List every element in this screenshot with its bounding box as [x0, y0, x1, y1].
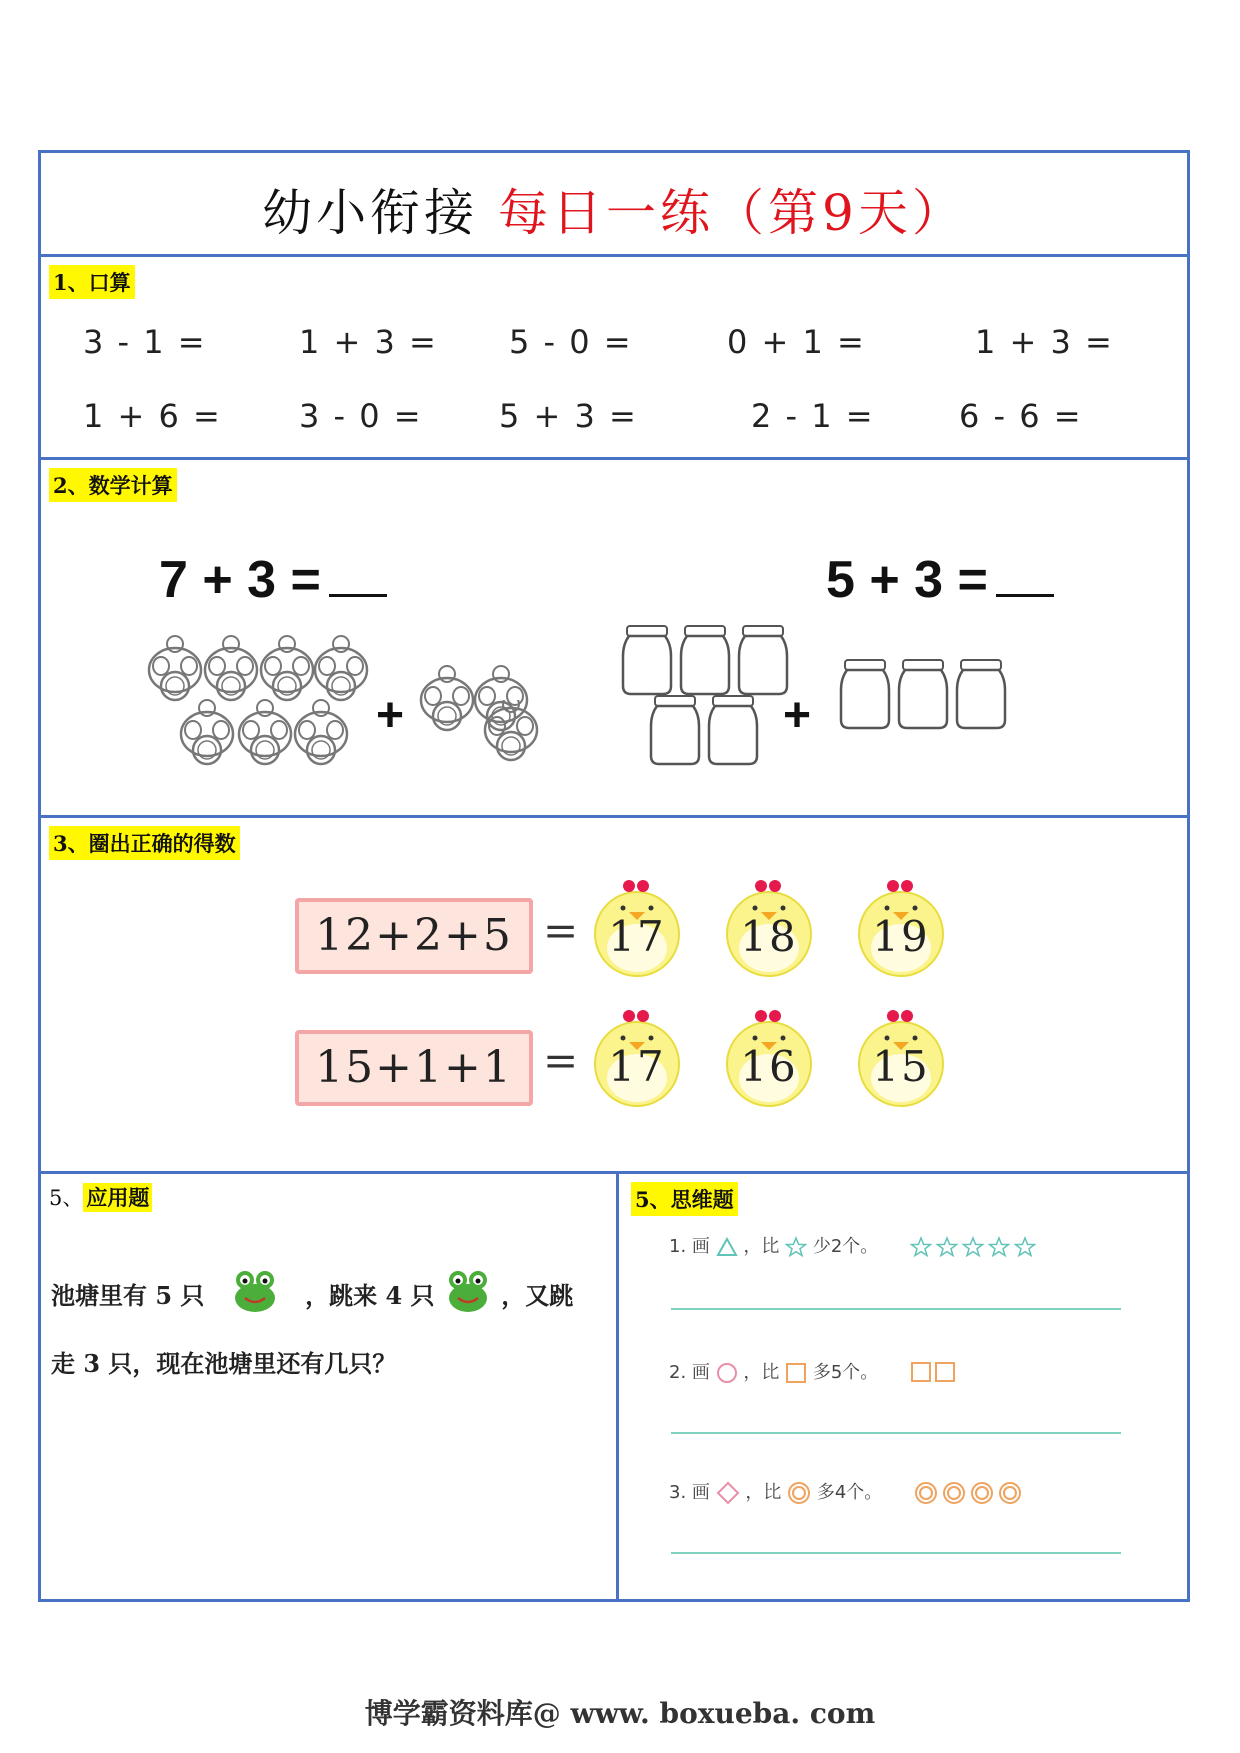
answer-blank[interactable]	[329, 553, 387, 597]
frog-icon	[227, 1266, 283, 1314]
section3-label: 3、圈出正确的得数	[49, 826, 240, 860]
q2-mid: ，比	[743, 1362, 780, 1383]
q2-prefix: 2. 画	[669, 1362, 710, 1383]
section5-label: 5、思维题	[631, 1182, 738, 1216]
option-number: 18	[740, 912, 798, 961]
equals-sign: =	[543, 1036, 579, 1085]
title-band	[41, 153, 1187, 257]
oral-problem: 5 + 3 =	[499, 397, 638, 435]
section-math-calc	[41, 460, 1187, 818]
answer-line[interactable]	[671, 1308, 1121, 1310]
double-circle-row-icon	[914, 1480, 1024, 1506]
oral-problem: 0 + 1 =	[727, 323, 866, 361]
equation-left	[159, 550, 387, 610]
option-number: 17	[608, 912, 666, 961]
option-number: 19	[872, 912, 930, 961]
pacifier-icon	[205, 636, 257, 700]
chick-option[interactable]	[589, 1008, 685, 1108]
equals-sign: =	[543, 906, 579, 955]
oral-problem: 3 - 0 =	[299, 397, 423, 435]
jar-icon	[841, 660, 889, 728]
oral-problem: 1 + 3 =	[299, 323, 438, 361]
answer-line[interactable]	[671, 1552, 1121, 1554]
frog-icon	[443, 1266, 493, 1314]
star-row-icon	[910, 1235, 1040, 1259]
answer-line[interactable]	[671, 1432, 1121, 1434]
section2-label: 2、数学计算	[49, 468, 177, 502]
oral-problem: 5 - 0 =	[509, 323, 633, 361]
star-icon	[785, 1236, 807, 1258]
word-problem-line1	[51, 1266, 611, 1314]
pacifier-icon	[315, 636, 367, 700]
oral-problem: 6 - 6 =	[959, 397, 1083, 435]
section4-label	[49, 1182, 152, 1212]
circle-icon	[716, 1362, 738, 1384]
expression-box: 15+1+1	[295, 1030, 533, 1106]
section4-label-text: 应用题	[83, 1183, 152, 1212]
diamond-icon	[716, 1481, 740, 1505]
oral-problem: 2 - 1 =	[751, 397, 875, 435]
q1-mid: ，比	[743, 1236, 780, 1257]
jar-icon	[651, 696, 699, 764]
pacifier-icon	[261, 636, 313, 700]
pacifier-extra	[471, 700, 541, 770]
square-row-icon	[910, 1361, 960, 1385]
section-oral-calc	[41, 257, 1187, 460]
chick-option[interactable]	[721, 878, 817, 978]
pacifier-icon	[149, 636, 201, 700]
word-problem-line2: 走 3 只，现在池塘里还有几只？	[51, 1349, 397, 1378]
plus-sign: +	[783, 689, 812, 742]
q3-mid: ，比	[745, 1482, 782, 1503]
title-black: 幼小衔接	[262, 184, 499, 242]
thinking-q1	[669, 1232, 1040, 1259]
column-divider	[616, 1174, 619, 1599]
option-number: 16	[740, 1042, 798, 1091]
worksheet	[38, 150, 1190, 1602]
problem-part: ，又跳	[501, 1281, 574, 1310]
section1-label: 1、口算	[49, 265, 135, 299]
answer-blank[interactable]	[996, 553, 1054, 597]
q1-suffix: 少2个。	[812, 1236, 879, 1257]
jar-group	[621, 620, 1021, 770]
q3-prefix: 3. 画	[669, 1482, 710, 1503]
double-circle-icon	[787, 1481, 811, 1505]
jar-icon	[623, 626, 671, 694]
pacifier-icon	[421, 666, 473, 730]
q3-suffix: 多4个。	[816, 1482, 883, 1503]
expression-box: 12+2+5	[295, 898, 533, 974]
pacifier-icon	[181, 700, 233, 764]
thinking-q3	[669, 1478, 1024, 1506]
pacifier-icon	[485, 700, 537, 760]
q2-suffix: 多5个。	[812, 1362, 879, 1383]
page-title	[41, 173, 1187, 245]
problem-part: 池塘里有 5 只	[51, 1281, 205, 1310]
title-red: 每日一练（第9天）	[498, 184, 966, 242]
chick-option[interactable]	[853, 1008, 949, 1108]
jar-icon	[709, 696, 757, 764]
jar-icon	[739, 626, 787, 694]
chick-option[interactable]	[853, 878, 949, 978]
footer-watermark: 博学霸资料库@ www. boxueba. com	[364, 1697, 876, 1730]
jar-icon	[899, 660, 947, 728]
pacifier-icon	[295, 700, 347, 764]
chick-option[interactable]	[589, 878, 685, 978]
jar-icon	[957, 660, 1005, 728]
triangle-icon	[716, 1237, 738, 1257]
pacifier-icon	[239, 700, 291, 764]
q1-prefix: 1. 画	[669, 1236, 710, 1257]
equation-left-text: 7 + 3 =	[159, 551, 321, 609]
section4-label-num: 5、	[49, 1186, 84, 1210]
section-word-and-thinking	[41, 1174, 1187, 1599]
oral-problem: 3 - 1 =	[83, 323, 207, 361]
square-icon	[785, 1362, 807, 1384]
option-number: 17	[608, 1042, 666, 1091]
equation-right-text: 5 + 3 =	[826, 551, 988, 609]
section-circle-answer	[41, 818, 1187, 1174]
chick-option[interactable]	[721, 1008, 817, 1108]
jar-icon	[681, 626, 729, 694]
oral-problem: 1 + 3 =	[975, 323, 1114, 361]
plus-sign: +	[376, 689, 405, 742]
equation-right	[826, 550, 1054, 610]
oral-problem: 1 + 6 =	[83, 397, 222, 435]
problem-part: ，跳来 4 只	[305, 1281, 435, 1310]
option-number: 15	[872, 1042, 930, 1091]
thinking-q2	[669, 1358, 960, 1385]
